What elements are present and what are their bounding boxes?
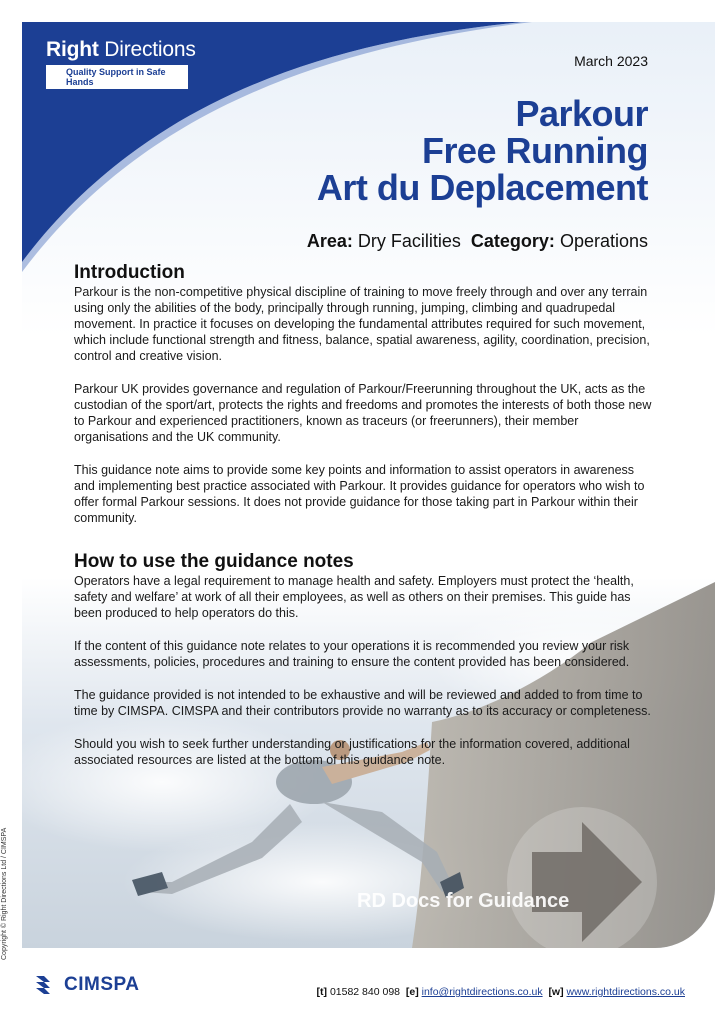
introduction-heading: Introduction (74, 262, 185, 283)
category-label: Category: (470, 231, 555, 251)
intro-paragraph-2: Parkour UK provides governance and regulation of Parkour/Freerunning throughout the UK, acts as the custodian of the sport/art, protects the rights and freedoms and promotes the interests of both those new to Parkour and experienced practitioners, known as traceurs (or freerunners), their member organisations and the UK community. (74, 382, 652, 444)
website-link[interactable]: www.rightdirections.co.uk (566, 986, 685, 998)
area-category-line (307, 231, 648, 252)
main-content (74, 262, 654, 785)
email-link[interactable]: info@rightdirections.co.uk (421, 986, 543, 998)
phone-number: 01582 840 098 (329, 986, 401, 998)
title-line-3: Art du Deplacement (316, 167, 648, 208)
intro-paragraph-3: This guidance note aims to provide some key points and information to assist operators in awareness and implementing best practice associated with Parkour. It provides guidance for operators who wish to offer formal Parkour sessions. It does not provide guidance for those taking part in Parkour within their community. (74, 463, 645, 525)
howto-paragraph-1: Operators have a legal requirement to manage health and safety. Employers must protect the ‘health, safety and welfare’ at work of all their employees, as well as others on their premises. This guide has been produced to help operators do this. (74, 574, 634, 620)
howto-heading: How to use the guidance notes (74, 551, 354, 572)
document-title (317, 95, 648, 206)
category-value: Operations (559, 231, 648, 251)
logo-wordmark: Right Directions (46, 38, 196, 61)
cimspa-chevron-icon (34, 974, 60, 996)
title-line-1: Parkour (515, 93, 648, 134)
cimspa-wordmark: CIMSPA (64, 974, 140, 995)
intro-paragraph-1: Parkour is the non-competitive physical discipline of training to move freely through and over any terrain using only the abilities of the body, principally through running, jumping, climbing and quadrupedal movement. In practice it focuses on developing the fundamental attributes required for such movement, which include functional strength and fitness, balance, spatial awareness, agility, coordination, precision, control and creative vision. (74, 285, 650, 363)
watermark-text: RD Docs for Guidance (357, 890, 570, 912)
contact-line (317, 986, 685, 998)
website-label: [w] (548, 986, 564, 998)
cimspa-logo (34, 974, 139, 996)
area-value: Dry Facilities (357, 231, 461, 251)
document-date: March 2023 (574, 53, 648, 69)
howto-paragraph-3: The guidance provided is not intended to be exhaustive and will be reviewed and added to from time to time by CIMSPA. CIMSPA and their contributors provide no warranty as to its accuracy or completeness. (74, 688, 651, 718)
right-directions-logo (46, 38, 196, 89)
howto-paragraph-2: If the content of this guidance note relates to your operations it is recommended you review your risk assessments, policies, procedures and training to ensure the content provided has been considered. (74, 639, 630, 669)
area-label: Area: (306, 231, 353, 251)
email-label: [e] (405, 986, 419, 998)
title-line-2: Free Running (422, 130, 648, 171)
copyright-notice: Copyright © Right Directions Ltd / CIMSPA (1, 827, 8, 960)
phone-label: [t] (316, 986, 328, 998)
logo-tagline: Quality Support in Safe Hands (46, 65, 188, 89)
howto-paragraph-4: Should you wish to seek further understanding or justifications for the information covered, additional associated resources are listed at the bottom of this guidance note. (74, 737, 630, 767)
